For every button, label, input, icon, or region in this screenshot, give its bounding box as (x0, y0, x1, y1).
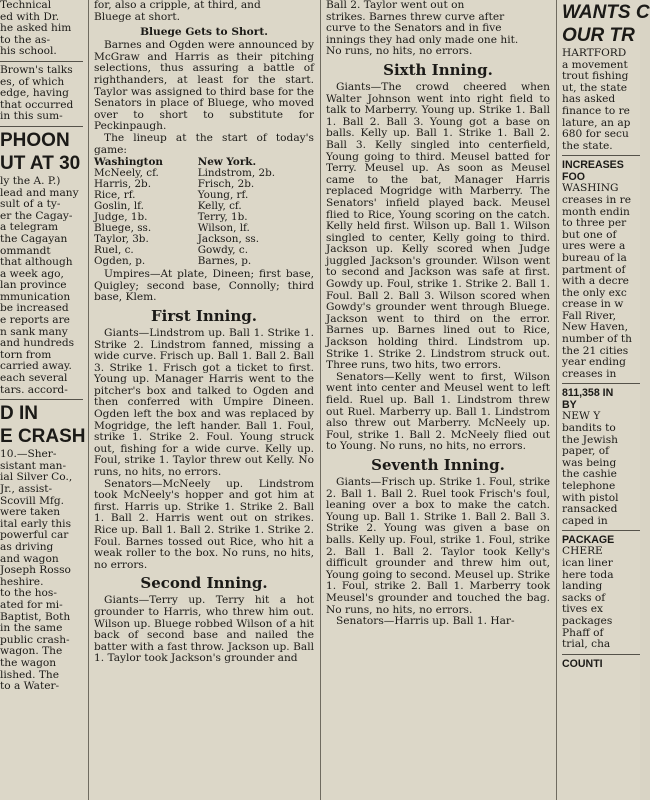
text-line: for, also a cripple, at third, and (94, 0, 261, 11)
text-line: n sank many (0, 325, 68, 338)
text-line: but one of (562, 228, 617, 241)
text-line: Ball 2. Taylor went out on (326, 0, 465, 11)
headline-line: FOO (562, 171, 585, 184)
lineup-header-washington: Washington (94, 156, 163, 169)
text-line: e reports are (0, 314, 70, 327)
new-york-player: Lindstrom, 2b. (197, 167, 276, 180)
count-headline (562, 658, 640, 670)
text-line: the Jewish (562, 433, 618, 446)
text-line: Bluege at short. (94, 10, 180, 23)
headline-line: BY (562, 399, 577, 412)
text-line: CHERE (562, 545, 603, 558)
column-top-lines (94, 0, 314, 23)
lineup-header-new-york: New York. (197, 156, 257, 169)
new-york-player: Frisch, 2b. (197, 178, 255, 191)
crash-headline (0, 403, 86, 448)
new-york-player: Jackson, ss. (197, 233, 260, 246)
text-line: crease in w (562, 298, 624, 311)
crash-story (0, 449, 83, 692)
new-york-player: Kelly, cf. (197, 200, 242, 213)
trout-story (562, 48, 640, 152)
text-line: creases in re (562, 193, 632, 206)
text-line: a movement (562, 58, 628, 71)
paragraph-seventh-giants: Giants—Frisch up. Strike 1. Foul, strike 2. Ball 1. Ball 2. Ruel took Frisch's foul, leaning over a box to make the catch. Young up. Ball 1. Strike 1. Ball 2. Ball 3. Strike 2. Young was given a base on balls. Kelly up. Foul, strike 1. Foul, strike 2. Ball 1. Ball 2. Taylor took Kelly's difficult grounder and threw him out, Young going to second. Meusel up. Strike 1. Foul, strike 2. Ball 1. Marberry took Meusel's grounder and touched the bag. No runs, no hits, no errors. (326, 475, 550, 616)
column-rule (556, 0, 557, 800)
text-line: to three per (562, 217, 627, 230)
headline-line: INCREASES (562, 159, 624, 172)
text-line: packages (562, 614, 613, 627)
text-line: bureau of la (562, 251, 627, 264)
text-line: sult of a ty- (0, 198, 61, 211)
left-edge-column (0, 0, 86, 800)
text-line: ial Silver Co., (0, 471, 73, 484)
text-line: and hundreds (0, 337, 75, 350)
headline-line: WANTS C (562, 2, 650, 23)
text-line: year ending (562, 356, 626, 369)
text-line: and wagon (0, 552, 59, 565)
food-story (562, 183, 640, 380)
paragraph-first-senators: Senators—McNeely up. Lindstrom took McNeely's hopper and got him at first. Harris up. Strike 1. Strike 2. Ball 1. Ball 2. Harris went out on strikes. Rice up. Ball 1. Ball 2. Strike 1. Strike 2. Foul. Barnes tossed out Rice, who hit a weak roller to the box. No runs, no hits, no errors. (94, 477, 314, 571)
text-line: ommandt (0, 244, 51, 257)
text-line: each several (0, 372, 68, 385)
text-line: curve to the Senators and in five (326, 22, 502, 35)
washington-player: Judge, 1b. (94, 211, 148, 224)
text-line: public crash- (0, 633, 70, 646)
text-line: wagon. The (0, 645, 63, 658)
text-line: edge, having (0, 87, 69, 100)
text-line: in the same (0, 622, 63, 635)
text-line: lished. The (0, 668, 59, 681)
text-line: to the as- (0, 33, 51, 46)
text-line: landing (562, 580, 603, 593)
text-line: NEW Y (562, 410, 601, 423)
text-line: sacks of (562, 591, 606, 604)
subhead-bluege-gets-to-short: Bluege Gets to Short. (140, 26, 268, 39)
text-line: heshire. (0, 575, 44, 588)
text-line: powerful car (0, 529, 69, 542)
text-line: lead and many (0, 186, 79, 199)
wants-headline (562, 2, 650, 46)
text-line: ated for mi- (0, 598, 63, 611)
new-york-player: Terry, 1b. (197, 211, 248, 224)
text-line: sistant man- (0, 459, 67, 472)
text-line: No runs, no hits, no errors. (326, 45, 473, 58)
package-story (562, 546, 640, 650)
text-line: tives ex (562, 603, 603, 616)
text-line: finance to re (562, 104, 630, 117)
washington-player: McNeely, cf. (94, 167, 159, 180)
text-line: paper, of (562, 445, 610, 458)
text-line: Technical (0, 0, 52, 11)
text-line: ed with Dr. (0, 10, 60, 23)
text-line: 680 for secu (562, 128, 629, 141)
text-line: to the hos- (0, 587, 57, 600)
text-line: ut, the state (562, 81, 628, 94)
text-line: strikes. Barnes threw curve after (326, 10, 505, 23)
text-line: ly the A. P.) (0, 174, 61, 187)
column-rule (320, 0, 321, 800)
text-line: with pistol (562, 491, 619, 504)
text-line: in this sum- (0, 110, 63, 123)
text-line: Phaff of (562, 626, 604, 639)
text-line: number of th (562, 333, 632, 346)
text-line: Joseph Rosso (0, 564, 71, 577)
text-line: 10.—Sher- (0, 448, 57, 461)
text-line: with a decre (562, 275, 629, 288)
new-york-player: Wilson, lf. (197, 222, 250, 235)
bandits-story (562, 411, 640, 527)
text-line: was being (562, 456, 617, 469)
lineup-table (94, 157, 314, 267)
new-york-player: Barnes, p. (197, 255, 252, 268)
paragraph-seventh-senators: Senators—Harris up. Ball 1. Har- (336, 615, 515, 628)
paragraph-sixth-giants: Giants—The crowd cheered when Walter Johnson went into right field to talk to Marberry. Young up. Strike 1. Ball 1. Ball 2. Ball 3. Young got a base on balls. Kelly up. Ball 1. Strike 1. Ball 2. Ball 3. Kelly singled into centerfield, Young going to third. Meusel batted for Terry. Meusel up. As soon as Meusel came to the bat, Manager Harris replaced Mogridge with Marberry. The Senators' infield played back. Meusel flied to Rice, Young scoring on the catch. Kelly held first. Wilson up. Ball 1. Wilson singled to center, Kelly going to third. Jackson up. Kelly scored when Judge juggled Jackson's grounder. Wilson went to second and Jackson was safe at first. Gowdy up. Foul, strike 1. Strike 2. Ball 1. Foul. Ball 2. Ball 3. Wilson scored when Gowdy's grounder went through Bluege. Jackson went to third on the error. Barnes up. Barnes lined out to Rice, Jackson holding third. Lindstrom up. Strike 1. Strike 2. Lindstrom struck out. Three runs, two hits, two errors. (326, 80, 550, 372)
text-line: Baptist, Both (0, 610, 71, 623)
text-line: innings they had only made one hit. (326, 33, 519, 46)
left-talks-fragment (0, 65, 83, 123)
headline-line: UT AT 30 (0, 152, 81, 174)
text-line: New Haven, (562, 321, 628, 334)
text-line: that occurred (0, 98, 74, 111)
text-line: month endin (562, 205, 630, 218)
headline-line: E CRASH (0, 426, 86, 448)
headline-line: PACKAGE (562, 534, 615, 547)
paragraph-first-giants: Giants—Lindstrom up. Ball 1. Strike 1. Strike 2. Lindstrom fanned, missing a wide curve. Frisch up. Ball 1. Ball 2. Ball 3. Strike 1. Frisch got a ticket to first. Young up. Manager Harris went to the pitcher's box and talked to Ogden and then conferred with Umpire Dineen. Ogden left the box and was replaced by Mogridge, the left hander. Ball 1. Foul, strike 1. Strike 2. Foul. Young struck out, fishing for a wide curve. Kelly up. Foul, strike 1. Taylor threw out Kelly. No runs, no hits, no errors. (94, 326, 314, 479)
text-line: ican liner (562, 556, 613, 569)
heading-first-inning: First Inning. (151, 306, 257, 325)
text-line: WASHING (562, 182, 619, 195)
text-line: a week ago, (0, 267, 64, 280)
text-line: that although (0, 256, 73, 269)
text-line: HARTFORD (562, 47, 627, 59)
text-line: Fall River, (562, 309, 616, 322)
text-line: a telegram (0, 221, 59, 234)
text-line: er the Cagay- (0, 209, 73, 222)
washington-player: Bluege, ss. (94, 222, 152, 235)
paragraph-second-giants: Giants—Terry up. Terry hit a hot grounder to Harris, who threw him out. Wilson up. Bluege robbed Wilson of a hit back of second base and nailed the batter with a fast throw. Jackson up. Ball 1. Taylor took Jackson's grounder and (94, 594, 314, 665)
text-line: lan province (0, 279, 67, 292)
text-line: ital early this (0, 517, 72, 530)
text-line: he asked him (0, 22, 72, 35)
text-line: bandits to (562, 422, 616, 435)
text-line: Scovill Mfg. (0, 494, 65, 507)
increases-headline (562, 159, 640, 183)
paragraph-sixth-senators: Senators—Kelly went to first, Wilson went into center and Meusel went to left field. Ruel up. Ball 1. Lindstrom threw out Ruel. Marberry up. Ball 1. Lindstrom also threw out Marberry. McNeely up. Foul, strike 1. Ball 2. McNeely flied out to Young. No runs, no hits, no errors. (326, 370, 550, 453)
washington-player: Ruel, c. (94, 244, 134, 257)
text-line: ransacked (562, 503, 618, 516)
text-line: ures were a (562, 240, 626, 253)
text-line: as driving (0, 540, 54, 553)
column-top-lines (326, 0, 550, 58)
paragraph-umpires: Umpires—At plate, Dineen; first base, Quigley; second base, Connolly; third base, Klem. (94, 268, 314, 304)
text-line: the Cagayan (0, 232, 68, 245)
text-line: the wagon (0, 656, 57, 669)
text-line: be increased (0, 302, 69, 315)
bandits-headline (562, 387, 640, 411)
paragraph-pitchers: Barnes and Ogden were announced by McGraw and Harris as their pitching selections, thus assuring a battle of righthanders, at least for the start. Taylor was assigned to third base for the Senators in place of Bluege, who moved over to short to substitute for Peckinpaugh. (94, 39, 314, 133)
text-line: caped in (562, 514, 608, 527)
headline-line: OUR TR (562, 25, 635, 46)
headline-line: COUNTI (562, 657, 603, 670)
text-line: his school. (0, 45, 57, 58)
right-edge-column (558, 0, 650, 800)
text-line: the 21 cities (562, 344, 629, 357)
left-top-fragment (0, 0, 83, 58)
text-line: has asked (562, 93, 616, 106)
text-line: the cashie (562, 468, 617, 481)
text-line: mmunication (0, 290, 71, 303)
text-line: tars. accord- (0, 383, 68, 396)
washington-player: Goslin, lf. (94, 200, 144, 213)
washington-player: Rice, rf. (94, 189, 136, 202)
text-line: trial, cha (562, 638, 611, 651)
heading-seventh-inning: Seventh Inning. (371, 455, 505, 474)
washington-player: Taylor, 3b. (94, 233, 149, 246)
text-line: the state. (562, 139, 613, 152)
lineup-row (94, 256, 314, 267)
typhoon-story (0, 176, 83, 396)
typhoon-headline (0, 130, 83, 174)
headline-line: D IN (0, 403, 38, 425)
game-story-column-2 (322, 0, 554, 800)
text-line: torn from (0, 348, 52, 361)
paragraph-lineup-intro: The lineup at the start of today's game: (94, 131, 314, 156)
new-york-player: Gowdy, c. (197, 244, 249, 257)
column-rule (88, 0, 89, 800)
heading-second-inning: Second Inning. (140, 574, 268, 593)
text-line: carried away. (0, 360, 72, 373)
game-story-column-1 (90, 0, 318, 800)
text-line: es, of which (0, 75, 65, 88)
washington-player: Harris, 2b. (94, 178, 152, 191)
text-line: creases in (562, 367, 617, 380)
text-line: were taken (0, 506, 61, 519)
text-line: Brown's talks (0, 63, 73, 76)
heading-sixth-inning: Sixth Inning. (383, 60, 493, 79)
text-line: the only exc (562, 286, 627, 299)
new-york-player: Young, rf. (197, 189, 249, 202)
washington-player: Ogden, p. (94, 255, 146, 268)
text-line: partment of (562, 263, 626, 276)
text-line: here toda (562, 568, 614, 581)
headline-line: 811,358 IN (562, 387, 614, 400)
text-line: Jr., assist- (0, 483, 53, 495)
headline-line: PHOON (0, 129, 70, 151)
text-line: to a Water- (0, 680, 60, 693)
text-line: telephone (562, 480, 616, 492)
text-line: lature, an ap (562, 116, 631, 129)
text-line: trout fishing (562, 70, 629, 83)
